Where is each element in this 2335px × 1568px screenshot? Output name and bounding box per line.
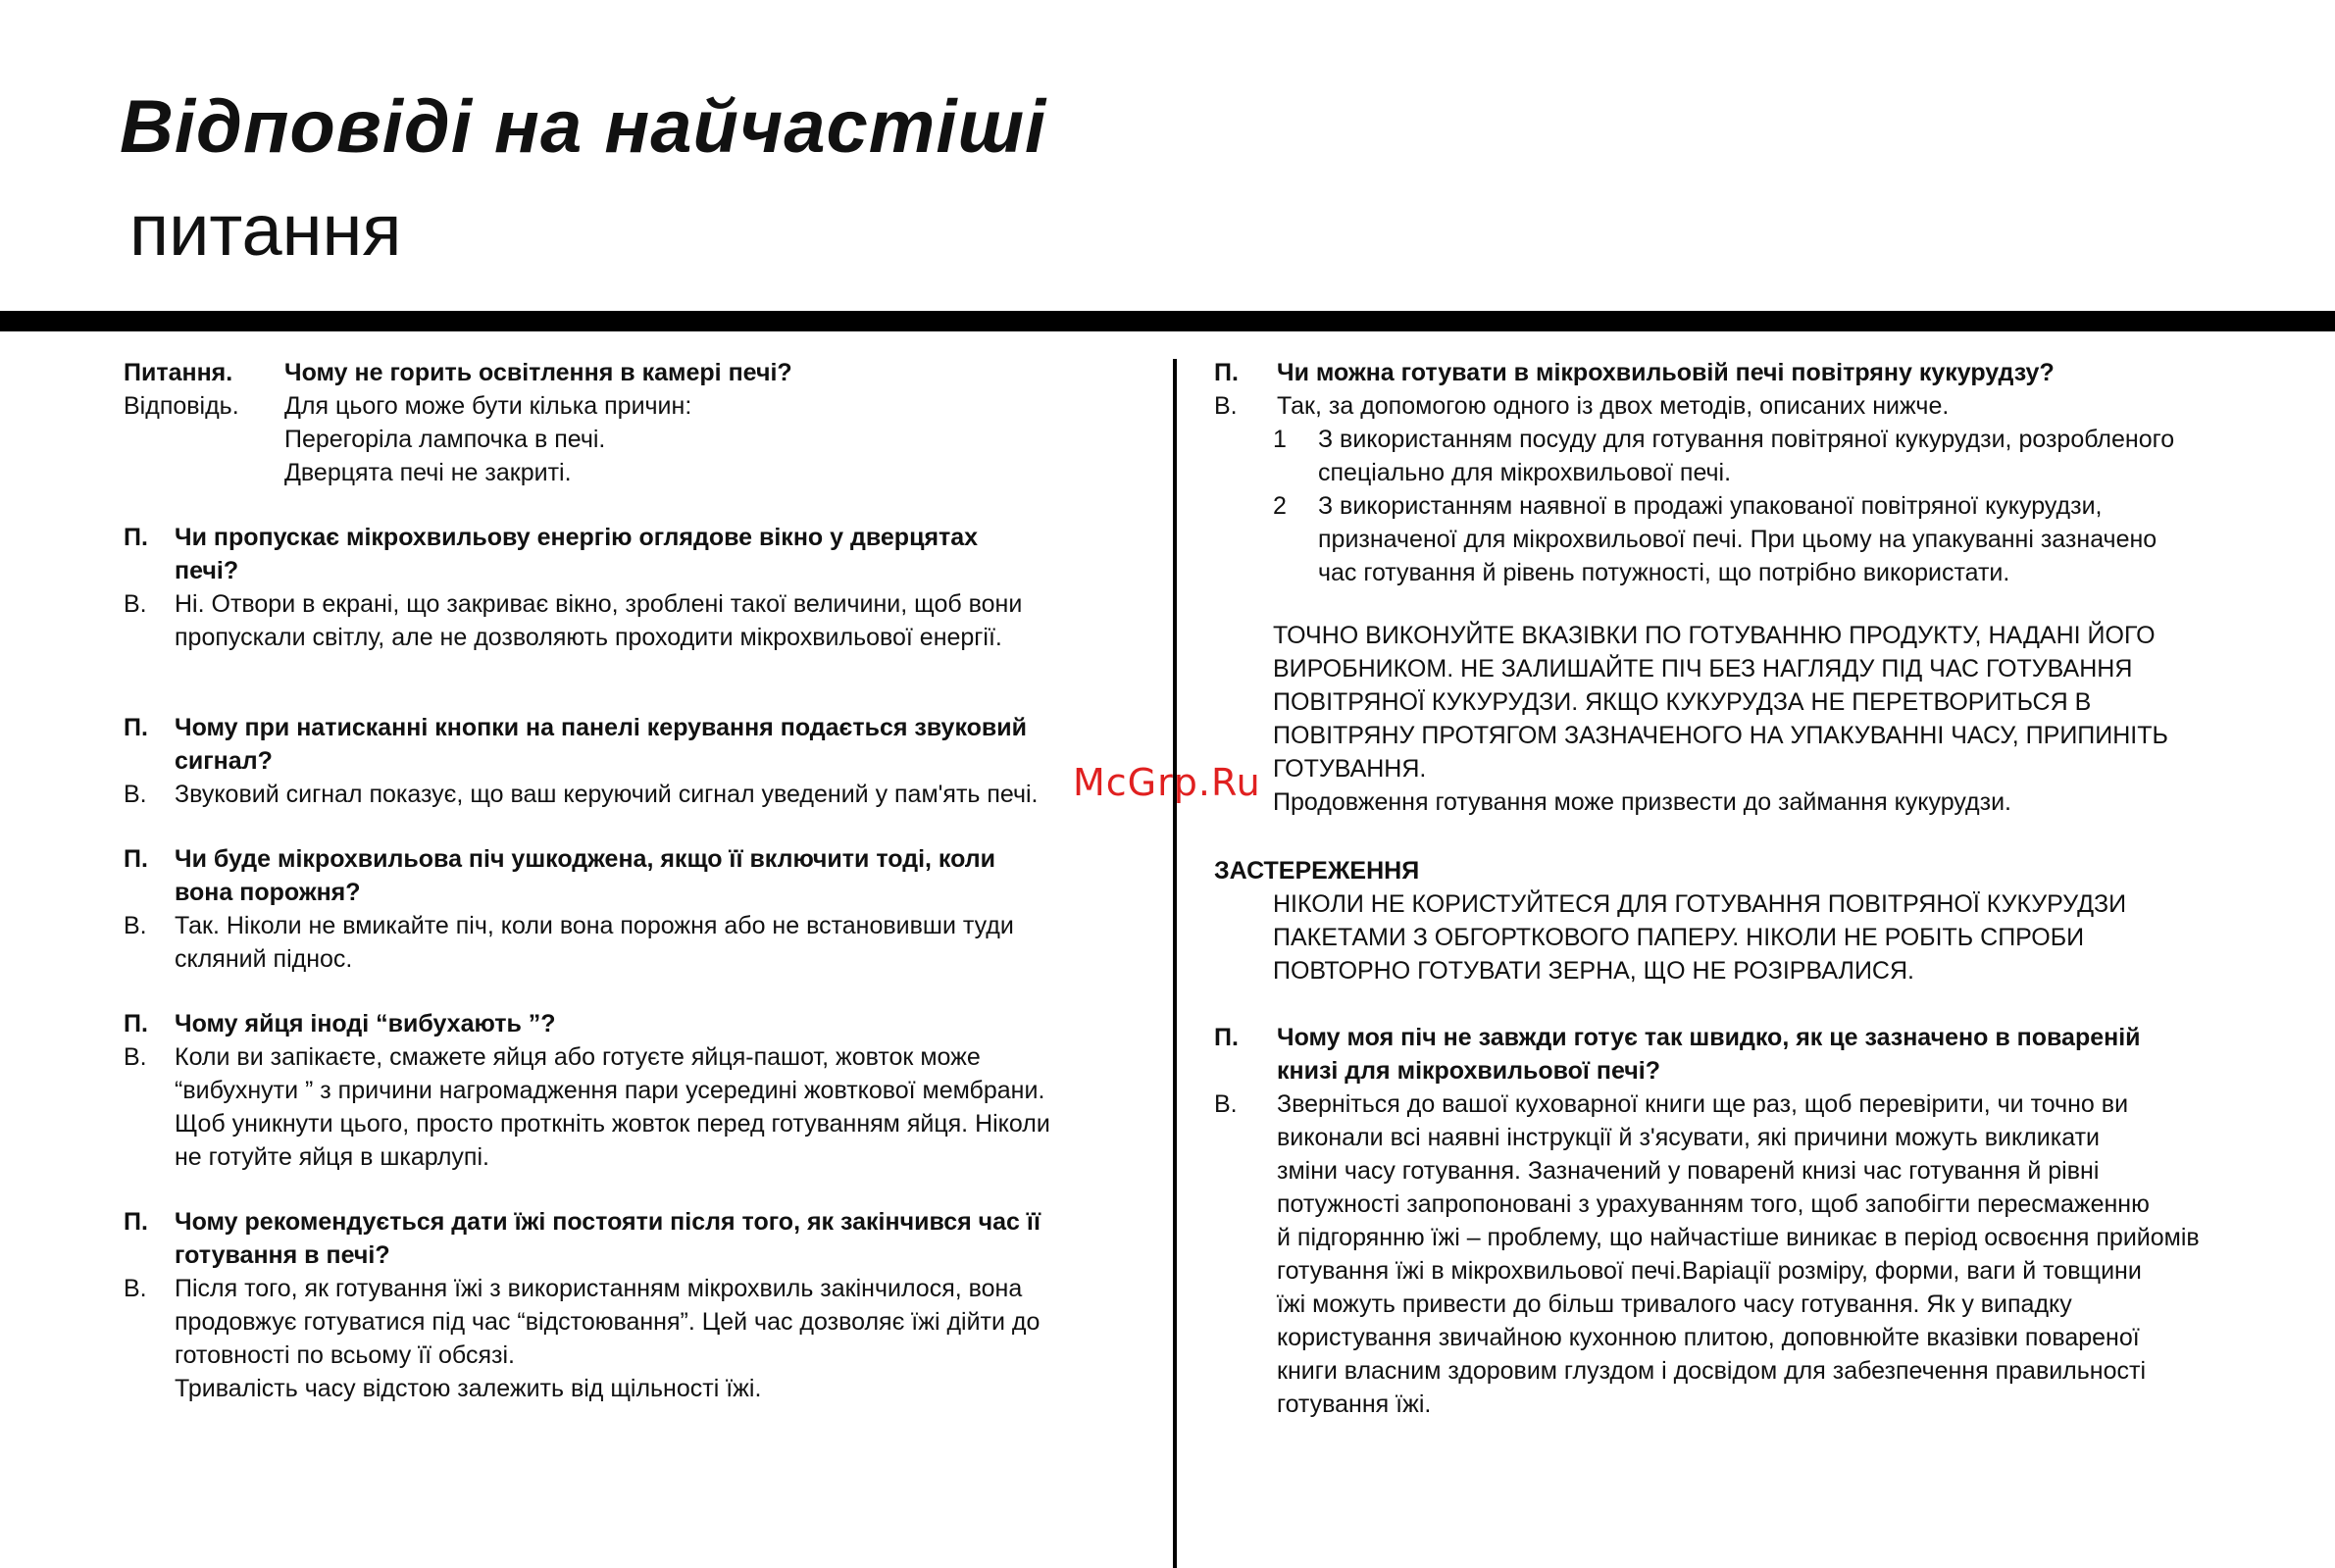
- answer-text: Так, за допомогою одного із двох методів, описаних нижче.: [1277, 392, 1950, 420]
- warning-text: ПОВТОРНО ГОТУВАТИ ЗЕРНА, ЩО НЕ РОЗІРВАЛИСЯ.: [1273, 957, 1914, 985]
- method-text: спеціально для мікрохвильової печі.: [1318, 459, 1732, 486]
- answer-text: пропускали світлу, але не дозволяють проходити мікрохвильової енергії.: [175, 624, 1002, 651]
- method-number: 2: [1273, 492, 1287, 520]
- question-label: П.: [124, 1208, 148, 1236]
- answer: [1214, 389, 2283, 423]
- answer-label: В.: [1214, 392, 1238, 420]
- answer-text: Ні. Отвори в екрані, що закриває вікно, зроблені такої величини, щоб вони: [175, 590, 1023, 618]
- answer-text: Дверцята печі не закриті.: [284, 459, 572, 486]
- warning-text: НІКОЛИ НЕ КОРИСТУЙТЕСЯ ДЛЯ ГОТУВАННЯ ПОВІТРЯНОЇ КУКУРУДЗИ: [1273, 890, 2127, 918]
- answer-text: потужності запропоновані з урахуванням того, щоб запобігти пересмаженню: [1277, 1190, 2150, 1218]
- method-number: 1: [1273, 426, 1287, 453]
- answer-text: “вибухнути ” з причини нагромадження пари усередині жовткової мембрани.: [175, 1077, 1045, 1104]
- answer-text: Щоб уникнути цього, просто проткніть жовток перед готуванням яйця. Ніколи: [175, 1110, 1050, 1138]
- answer-text: Після того, як готування їжі з використанням мікрохвиль закінчилося, вона: [175, 1275, 1023, 1302]
- answer-text: готовності по всьому її обсязі.: [175, 1341, 515, 1369]
- question-label: П.: [124, 845, 148, 873]
- question-label: П.: [124, 524, 148, 551]
- instruction-line: ПОВІТРЯНУ ПРОТЯГОМ ЗАЗНАЧЕНОГО НА УПАКУВАННІ ЧАСУ, ПРИПИНІТЬ: [1273, 722, 2168, 749]
- faq-item-beep: [124, 711, 1143, 811]
- left-column: [124, 356, 1143, 1437]
- faq-item-window: [124, 521, 1143, 654]
- answer-text: скляний піднос.: [175, 945, 353, 973]
- answer-text: книги власним здоровим глуздом і досвідом для забезпечення правильності: [1277, 1357, 2147, 1385]
- question-text: книзі для мікрохвильової печі?: [1277, 1057, 1661, 1085]
- instruction-line: ВИРОБНИКОМ. НЕ ЗАЛИШАЙТЕ ПІЧ БЕЗ НАГЛЯДУ ПІД ЧАС ГОТУВАННЯ: [1273, 655, 2133, 683]
- answer-text: й підгорянню їжі – проблему, що найчастіше виникає в період освоєння прийомів: [1277, 1224, 2200, 1251]
- answer-text: Перегоріла лампочка в печі.: [284, 426, 606, 453]
- watermark: McGrp.Ru: [1073, 761, 1261, 804]
- question: [1214, 356, 2283, 389]
- method-item: [1214, 489, 2283, 523]
- answer-text: Так. Ніколи не вмикайте піч, коли вона порожня або не встановивши туди: [175, 912, 1014, 939]
- faq-item-standing-time: [124, 1205, 1143, 1405]
- question: [1214, 1021, 2283, 1054]
- method-item: [1214, 423, 2283, 456]
- answer-text: не готуйте яйця в шкарлупі.: [175, 1143, 489, 1171]
- answer-label: В.: [1214, 1090, 1238, 1118]
- header-rule: [0, 311, 2335, 331]
- answer-label: В.: [124, 590, 147, 618]
- popcorn-instructions: [1214, 619, 2283, 819]
- warning-section: [1214, 854, 2283, 987]
- question-label: П.: [124, 1010, 148, 1037]
- answer-text: Звуковий сигнал показує, що ваш керуючий сигнал уведений у пам'ять печі.: [175, 781, 1039, 808]
- answer-text: Для цього може бути кілька причин:: [284, 392, 692, 420]
- question: [124, 1205, 1143, 1239]
- answer-label: В.: [124, 781, 147, 808]
- instruction-line: ГОТУВАННЯ.: [1273, 755, 1427, 783]
- answer-text: продовжує готуватися під час “відстоювання”. Цей час дозволяє їжі дійти до: [175, 1308, 1041, 1336]
- answer-label: В.: [124, 912, 147, 939]
- question-text: Чи пропускає мікрохвильову енергію оглядове вікно у дверцятах: [175, 524, 979, 551]
- question-label: П.: [1214, 359, 1239, 386]
- question-text: сигнал?: [175, 747, 273, 775]
- question-text: Чому не горить освітлення в камері печі?: [284, 359, 792, 386]
- question-text: готування в печі?: [175, 1241, 390, 1269]
- answer-text: Коли ви запікаєте, смажете яйця або готуєте яйця-пашот, жовток може: [175, 1043, 981, 1071]
- answer-label: В.: [124, 1043, 147, 1071]
- question: [124, 711, 1143, 744]
- warning-heading: ЗАСТЕРЕЖЕННЯ: [1214, 857, 1420, 885]
- answer: [124, 909, 1143, 942]
- answer-text: їжі можуть привести до більш тривалого часу готування. Як у випадку: [1277, 1290, 2072, 1318]
- answer-text: Зверніться до вашої куховарної книги ще раз, щоб перевірити, чи точно ви: [1277, 1090, 2129, 1118]
- faq-item-empty-oven: [124, 842, 1143, 976]
- question: [124, 842, 1143, 876]
- warning-text: ПАКЕТАМИ З ОБГОРТКОВОГО ПАПЕРУ. НІКОЛИ НЕ РОБІТЬ СПРОБИ: [1273, 924, 2085, 951]
- faq-item-light: [124, 356, 1143, 489]
- question-text: Чому моя піч не завжди готує так швидко, як це зазначено в повареній: [1277, 1024, 2141, 1051]
- answer-label: Відповідь.: [124, 392, 239, 420]
- question-text: Чому рекомендується дати їжі постояти після того, як закінчився час її: [175, 1208, 1041, 1236]
- question-text: Чи буде мікрохвильова піч ушкоджена, якщо її включити тоді, коли: [175, 845, 995, 873]
- page-subtitle: питання: [129, 189, 402, 271]
- question: [124, 356, 1143, 389]
- question-label: П.: [1214, 1024, 1239, 1051]
- answer: [124, 1040, 1143, 1074]
- answer: [124, 587, 1143, 621]
- instruction-line: ТОЧНО ВИКОНУЙТЕ ВКАЗІВКИ ПО ГОТУВАННЮ ПРОДУКТУ, НАДАНІ ЙОГО: [1273, 622, 2156, 649]
- method-text: З використанням наявної в продажі упакованої повітряної кукурудзи,: [1318, 492, 2103, 520]
- answer-label: В.: [124, 1275, 147, 1302]
- question: [124, 521, 1143, 554]
- answer-text: зміни часу готування. Зазначений у поваренй книзі час готування й рівні: [1277, 1157, 2100, 1185]
- method-text: час готування й рівень потужності, що потрібно використати.: [1318, 559, 2010, 586]
- method-text: призначеної для мікрохвильової печі. При цьому на упакуванні зазначено: [1318, 526, 2157, 553]
- page-title: Відповіді на найчастіші: [120, 85, 1047, 169]
- instruction-line: ПОВІТРЯНОЇ КУКУРУДЗИ. ЯКЩО КУКУРУДЗА НЕ ПЕРЕТВОРИТЬСЯ В: [1273, 688, 2092, 716]
- answer-text: користування звичайною кухонною плитою, доповнюйте вказівки повареної: [1277, 1324, 2140, 1351]
- faq-item-eggs: [124, 1007, 1143, 1174]
- question-text: Чому при натисканні кнопки на панелі керування подається звуковий: [175, 714, 1028, 741]
- method-text: З використанням посуду для готування повітряної кукурудзи, розробленого: [1318, 426, 2175, 453]
- question-label: Питання.: [124, 359, 233, 386]
- question-text: Чи можна готувати в мікрохвильовій печі повітряну кукурудзу?: [1277, 359, 2055, 386]
- answer: [124, 778, 1143, 811]
- question-label: П.: [124, 714, 148, 741]
- question-text: вона порожня?: [175, 879, 361, 906]
- faq-item-popcorn: [1214, 356, 2283, 819]
- answer: [1214, 1087, 2283, 1121]
- answer-text: Тривалість часу відстою залежить від щільності їжі.: [175, 1375, 762, 1402]
- answer-text: готування їжі в мікрохвильової печі.Варіації розміру, форми, ваги й товщини: [1277, 1257, 2142, 1285]
- answer: [124, 1272, 1143, 1305]
- question: [124, 1007, 1143, 1040]
- answer-text: виконали всі наявні інструкції й з'ясувати, які причини можуть викликати: [1277, 1124, 2100, 1151]
- faq-item-cooking-speed: [1214, 1021, 2283, 1421]
- answer-text: готування їжі.: [1277, 1391, 1432, 1418]
- instruction-note: Продовження готування може призвести до займання кукурудзи.: [1273, 788, 2011, 816]
- right-column: [1214, 356, 2283, 1421]
- column-divider: [1173, 359, 1177, 1568]
- answer: [124, 389, 1143, 423]
- question-text: Чому яйця іноді “вибухають ”?: [175, 1010, 556, 1037]
- question-text: печі?: [175, 557, 239, 584]
